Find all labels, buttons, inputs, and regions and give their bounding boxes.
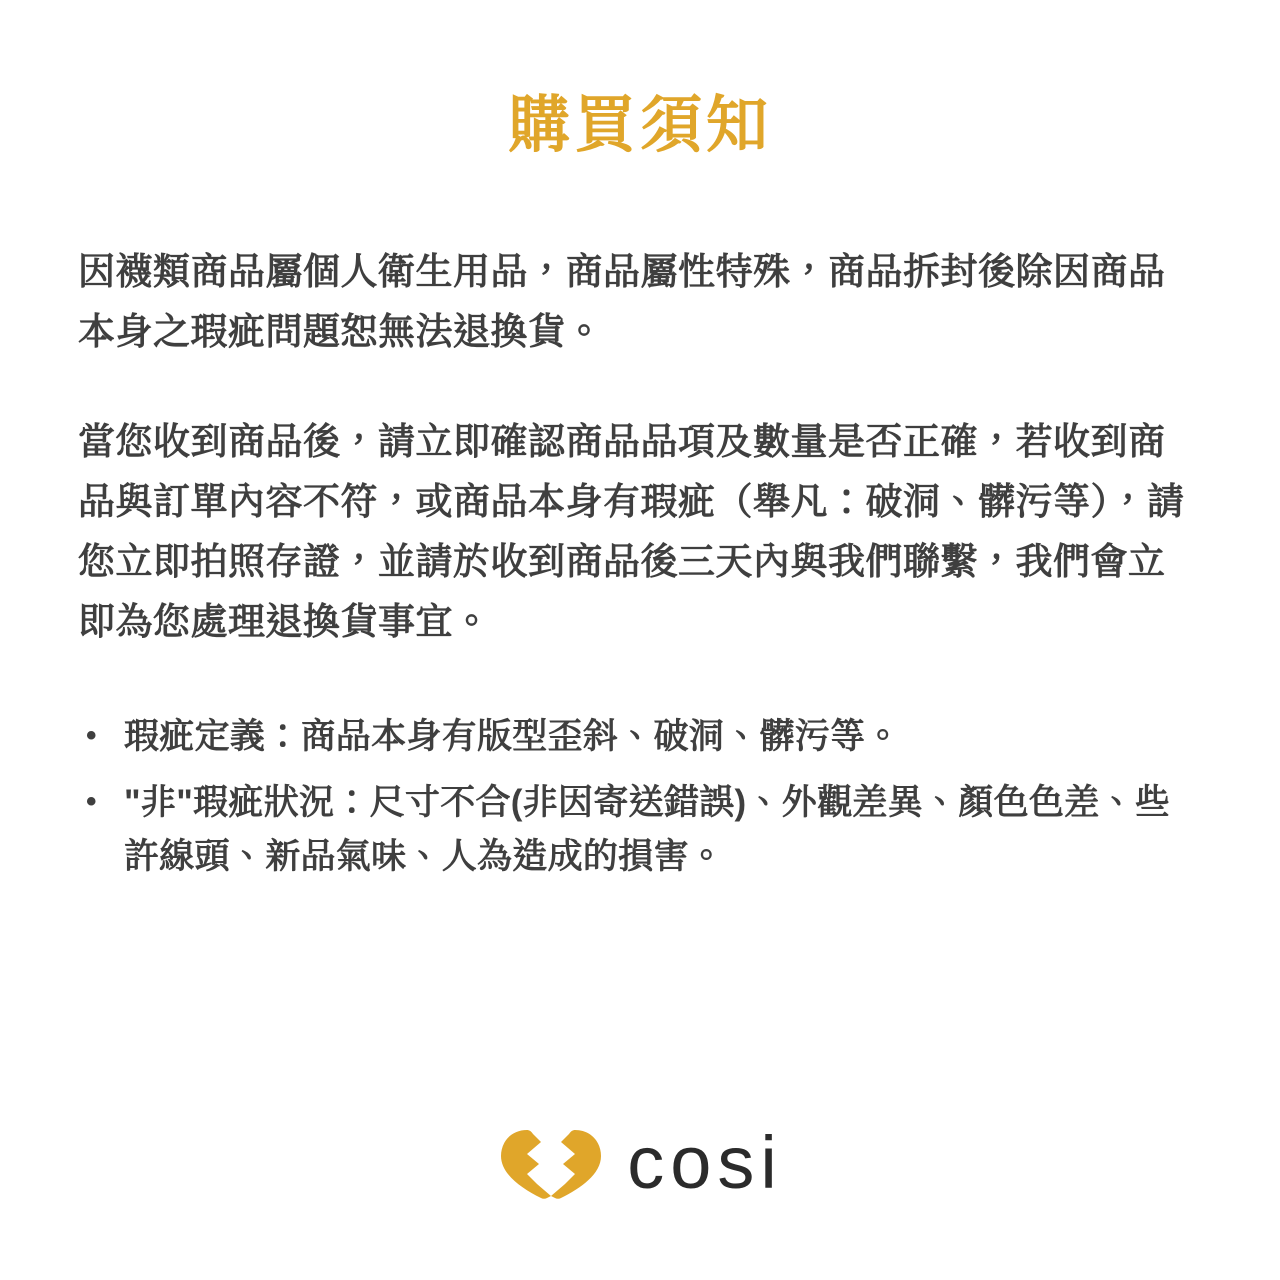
brand-name: cosi: [627, 1121, 783, 1204]
page-title: 購買須知: [507, 91, 772, 160]
paragraph-inspection-policy: 當您收到商品後，請立即確認商品品項及數量是否正確，若收到商品與訂單內容不符，或商品本身有瑕疵（舉凡：破洞、髒污等），請您立即拍照存證，並請於收到商品後三天內與我們聯繫，我們會立即為您處理退換貨事宜。: [78, 421, 1185, 642]
bullet-non-defect-cases: • "非"瑕疵狀況：尺寸不合(非因寄送錯誤)、外觀差異、顏色色差、些許線頭、新品氣味、人為造成的損害。: [124, 783, 1171, 877]
list-item: [78, 710, 1202, 764]
defect-definition-list: [78, 710, 1202, 885]
paragraph-hygiene-policy: 因襪類商品屬個人衛生用品，商品屬性特殊，商品拆封後除因商品本身之瑕疵問題恕無法退換貨。: [78, 251, 1166, 353]
bullet-defect-definition: • 瑕疵定義：商品本身有版型歪斜、破洞、髒污等。: [124, 716, 901, 756]
brand-footer: [0, 1121, 1280, 1204]
list-item: [78, 776, 1202, 885]
cosi-heart-logo-icon: [497, 1124, 605, 1202]
notice-body: [78, 242, 1202, 900]
